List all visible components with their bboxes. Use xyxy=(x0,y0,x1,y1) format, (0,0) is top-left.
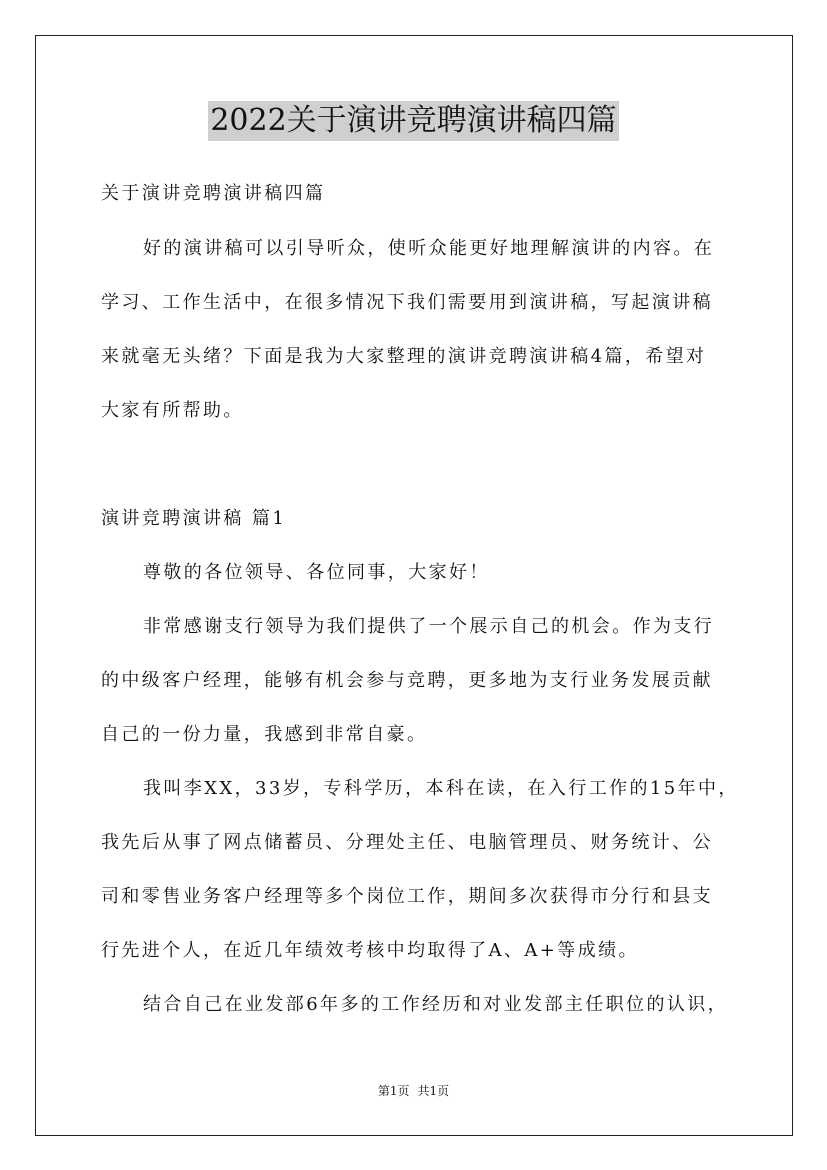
page-number-current: 第1页 xyxy=(377,1084,410,1098)
intro-line: 学习、工作生活中，在很多情况下我们需要用到演讲稿，写起演讲稿 xyxy=(101,292,713,313)
document-subtitle: 关于演讲竞聘演讲稿四篇 xyxy=(101,183,326,204)
paragraph-line: 非常感谢支行领导为我们提供了一个展示自己的机会。作为支行 xyxy=(143,616,715,637)
section-heading: 演讲竞聘演讲稿 篇1 xyxy=(101,508,287,529)
page-number-total: 共1页 xyxy=(417,1084,450,1098)
intro-line: 好的演讲稿可以引导听众，使听众能更好地理解演讲的内容。在 xyxy=(143,238,715,259)
paragraph-line: 行先进个人，在近几年绩效考核中均取得了A、A+等成绩。 xyxy=(101,940,639,961)
paragraph-line: 的中级客户经理，能够有机会参与竞聘，更多地为支行业务发展贡献 xyxy=(101,670,713,691)
paragraph-line: 我先后从事了网点储蓄员、分理处主任、电脑管理员、财务统计、公 xyxy=(101,832,713,853)
intro-line: 来就毫无头绪？下面是我为大家整理的演讲竞聘演讲稿4篇，希望对 xyxy=(101,346,707,367)
document-title: 2022关于演讲竞聘演讲稿四篇 xyxy=(208,101,618,141)
greeting: 尊敬的各位领导、各位同事，大家好！ xyxy=(143,562,490,583)
paragraph-line: 司和零售业务客户经理等多个岗位工作，期间多次获得市分行和县支 xyxy=(101,886,713,907)
intro-line: 大家有所帮助。 xyxy=(101,400,244,421)
page-footer xyxy=(0,1083,827,1099)
paragraph-line: 我叫李XX，33岁，专科学历，本科在读，在入行工作的15年中， xyxy=(143,778,739,799)
paragraph-line: 自己的一份力量，我感到非常自豪。 xyxy=(101,724,428,745)
title-container xyxy=(0,101,827,141)
paragraph-line: 结合自己在业发部6年多的工作经历和对业发部主任职位的认识， xyxy=(143,994,729,1015)
